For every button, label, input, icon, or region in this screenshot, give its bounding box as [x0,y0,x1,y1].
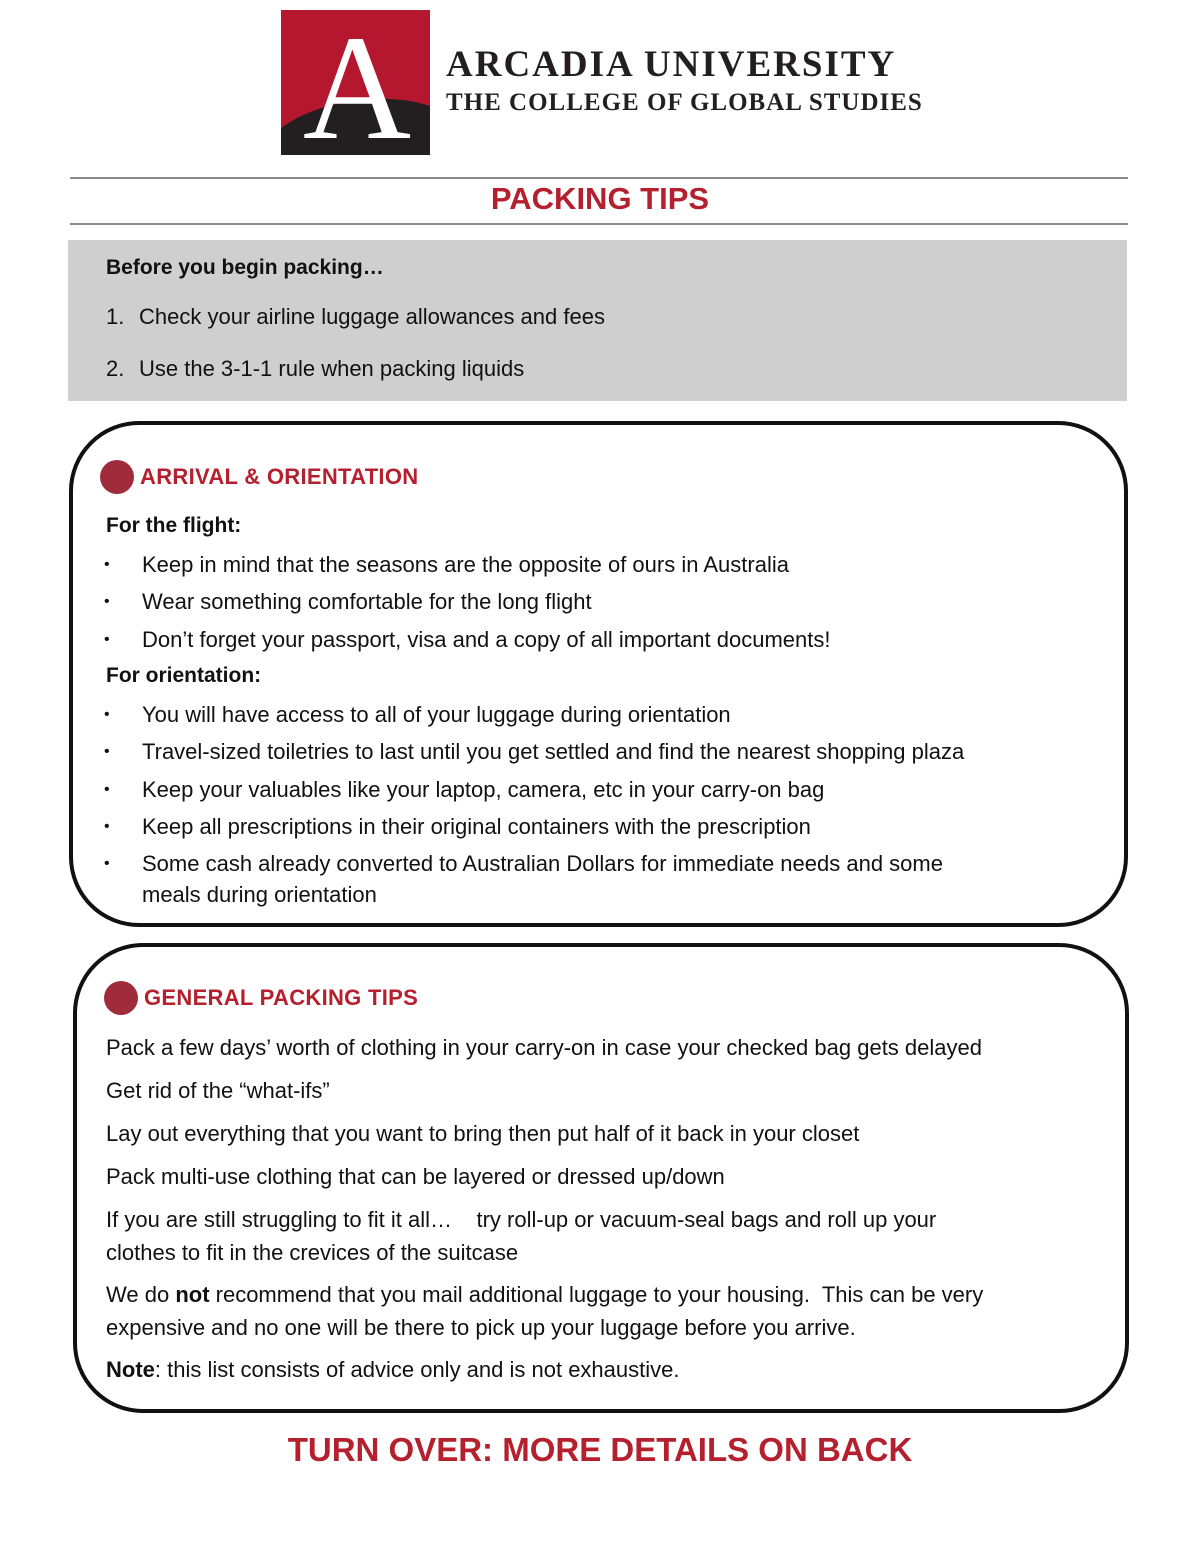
title-rule-top [70,177,1128,179]
tip-paragraph: We do not recommend that you mail additional luggage to your housing. This can be very expensive and no one will be there to pick up your luggage before you arrive. [106,1282,984,1340]
list-item: • Keep all prescriptions in their original containers with the prescription [104,811,811,842]
flight-heading: For the flight: [106,514,242,537]
logo-letter: A [302,10,412,155]
university-logo [281,10,430,155]
item-text: Use the 3-1-1 rule when packing liquids [139,356,525,381]
before-packing-box [68,240,1127,401]
bullet-icon: • [104,706,110,723]
tip-paragraph: If you are still struggling to fit it all… try roll-up or vacuum-seal bags and roll up your clothes to fit in the crevices of the suitcase [106,1207,937,1265]
bullet-icon: • [104,781,110,798]
list-item: • Wear something comfortable for the long flight [104,586,592,617]
bullet-icon: • [104,556,110,573]
bullet-icon: • [104,593,110,610]
before-packing-heading: Before you begin packing… [106,256,384,279]
logo-wordmark [446,44,923,118]
turn-over-footer: TURN OVER: MORE DETAILS ON BACK [287,1431,913,1468]
list-item: • Don’t forget your passport, visa and a copy of all important documents! [104,624,830,655]
bullet-icon: • [104,855,110,872]
red-circle-icon [100,460,134,494]
arrival-section-title: ARRIVAL & ORIENTATION [140,464,419,489]
before-item [106,304,605,330]
bullet-icon: • [104,818,110,835]
list-item: • Travel-sized toiletries to last until you get settled and find the nearest shopping plaza [104,736,964,767]
general-section-header [104,981,418,1015]
title-rule-bottom [70,223,1128,225]
orientation-heading: For orientation: [106,664,262,687]
tip-paragraph: Get rid of the “what-ifs” [106,1078,330,1103]
page-title: PACKING TIPS [490,181,710,216]
tip-paragraph: Lay out everything that you want to bring then put half of it back in your closet [106,1121,860,1146]
before-item [106,356,524,382]
list-item: • Keep your valuables like your laptop, camera, etc in your carry-on bag [104,774,824,805]
item-text: Check your airline luggage allowances and fees [139,304,605,329]
tip-paragraph: Pack a few days’ worth of clothing in your carry-on in case your checked bag gets delayed [106,1035,982,1060]
note-paragraph: Note: this list consists of advice only and is not exhaustive. [106,1357,680,1382]
tip-paragraph: Pack multi-use clothing that can be layered or dressed up/down [106,1164,725,1189]
item-number: 2. [106,356,125,381]
university-name: ARCADIA UNIVERSITY [446,44,897,85]
general-section-title: GENERAL PACKING TIPS [144,985,419,1010]
list-item: • Some cash already converted to Australian Dollars for immediate needs and some meals during orientation [104,848,943,910]
item-number: 1. [106,304,125,329]
arrival-section-header [100,460,418,494]
list-item: • Keep in mind that the seasons are the opposite of ours in Australia [104,549,789,580]
bullet-icon: • [104,743,110,760]
college-name: THE COLLEGE OF GLOBAL STUDIES [446,89,923,116]
red-circle-icon [104,981,138,1015]
list-item: • You will have access to all of your luggage during orientation [104,699,731,730]
bullet-icon: • [104,631,110,648]
